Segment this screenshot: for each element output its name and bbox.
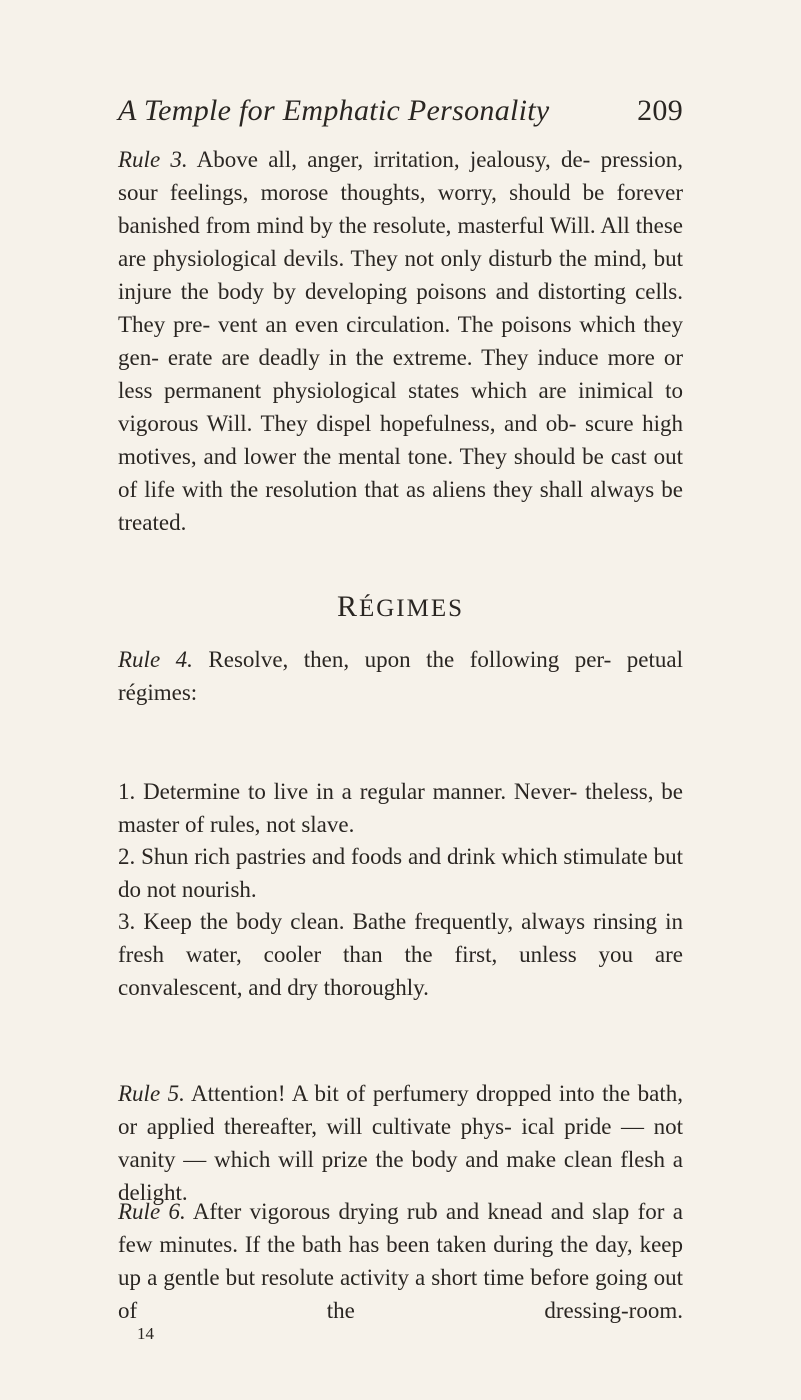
page-number: 209 xyxy=(637,94,683,127)
regime-item-1: 1. Determine to live in a regular manner. Never- theless, be master of rules, not slave. xyxy=(118,779,683,837)
regime-item-2: 2. Shun rich pastries and foods and drink which stimulate but do not nourish. xyxy=(118,844,683,902)
paragraph-rule-5 xyxy=(118,1077,683,1209)
rule-label: Rule 5. xyxy=(118,1081,185,1106)
paragraph-body: Attention! A bit of perfumery dropped into the bath, or applied thereafter, will cultivate phys- ical pride — not vanity — which will prize the body and make clean flesh a delight. xyxy=(118,1081,683,1205)
paragraph-body: Resolve, then, upon the following per- petual régimes: xyxy=(118,647,684,705)
heading-initial: R xyxy=(336,590,359,623)
paragraph-body: After vigorous drying rub and knead and slap for a few minutes. If the bath has been taken during the day, keep up a gentle but resolute activity a short time before going out of the dressing-room. xyxy=(118,1199,683,1323)
regime-item-3: 3. Keep the body clean. Bathe frequently, always rinsing in fresh water, cooler than the first, unless you are convalescent, and dry thoroughly. xyxy=(118,909,683,1000)
printer-signature-mark: 14 xyxy=(137,1324,154,1343)
rule-label: Rule 4. xyxy=(118,647,193,672)
heading-rest: ÉGIMES xyxy=(358,595,465,622)
rule-label: Rule 3. xyxy=(118,147,188,172)
paragraph-rule-6 xyxy=(118,1195,683,1327)
running-title: A Temple for Emphatic Personality xyxy=(118,94,550,127)
running-header xyxy=(118,94,683,134)
rule-label: Rule 6. xyxy=(118,1199,186,1224)
paragraph-rule-4 xyxy=(118,643,683,709)
paragraph-rule-3 xyxy=(118,143,683,539)
section-heading xyxy=(118,590,683,624)
paragraph-body: Above all, anger, irritation, jealousy, de- pression, sour feelings, morose thoughts, worry, should be forever banished from mind by the resolute, masterful Will. All these are physiological devils. They not only disturb the mind, but injure the body by developing poisons and distorting cells. They pre- vent an even circulation. The poisons which they gen- erate are deadly in the extreme. They induce more or less permanent physiological states which are inimical to vigorous Will. They dispel hopefulness, and ob- scure high motives, and lower the mental tone. They should be cast out of life with the resolution that as aliens they shall always be treated. xyxy=(118,147,683,535)
